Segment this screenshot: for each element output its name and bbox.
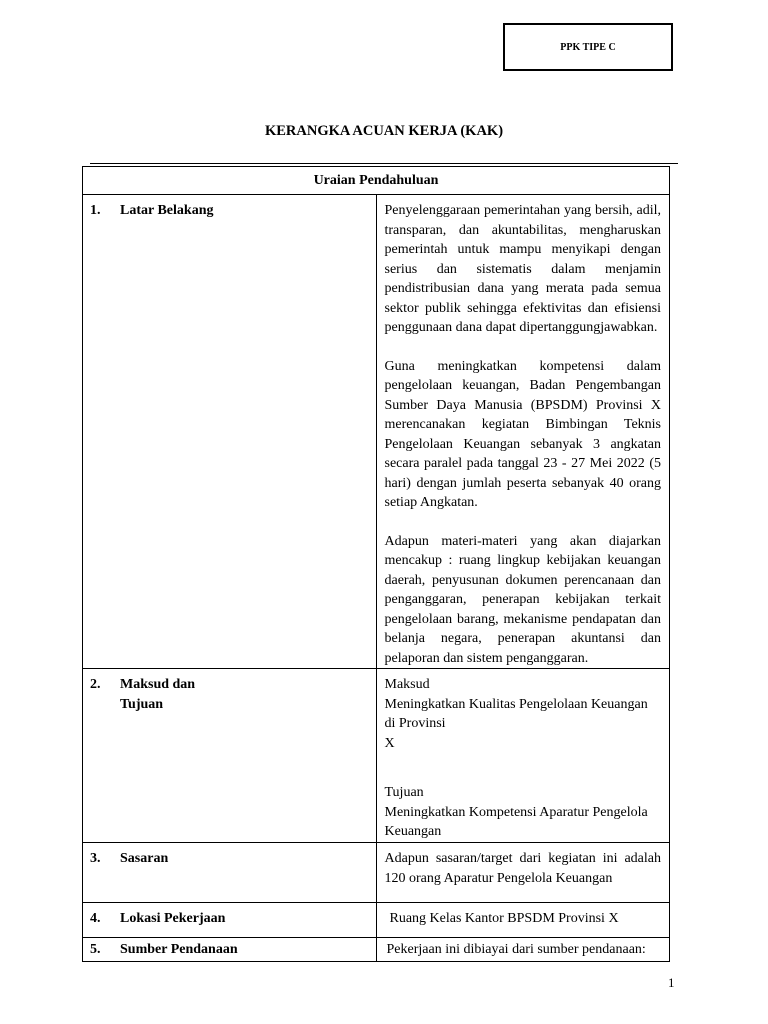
title-divider xyxy=(90,163,678,164)
row-label-cell xyxy=(83,195,377,669)
document-type-label: PPK TIPE C xyxy=(560,41,616,53)
row-label-line-1: Maksud dan xyxy=(120,677,196,692)
row-label-cell xyxy=(83,669,377,843)
table-row xyxy=(83,195,670,669)
row-label: Lokasi Pekerjaan xyxy=(120,911,226,926)
table-row xyxy=(83,843,670,903)
kak-table xyxy=(82,166,670,962)
page-number: 1 xyxy=(668,975,675,990)
latar-belakang-paragraph-3: Adapun materi-materi yang akan diajarkan mencakup : ruang lingkup kebijakan keuangan daerah, penyusunan dokumen perencanaan dan penganggaran, penerapan kebijakan terkait pengelolaan barang, mekanisme pendapatan dan belanja negara, penerapan akuntansi dan pelaporan dan sistem penganggaran. xyxy=(384,533,661,666)
latar-belakang-paragraph-1: Penyelenggaraan pemerintahan yang bersih, adil, transparan, dan akuntabilitas, mengharuskan pemerintah untuk mampu menyikapi dengan serius dan sistematis dalam menjamin pendistribusian dana yang merata pada semua sektor publik sehingga efektivitas dan efisiensi penggunaan dana dapat dipertanggungjawabkan. xyxy=(384,203,661,335)
row-number: 5. xyxy=(90,942,101,957)
row-content-cell xyxy=(376,195,670,669)
row-content-cell xyxy=(376,903,670,938)
table-row xyxy=(83,669,670,843)
row-label: Latar Belakang xyxy=(120,203,214,218)
row-content-cell xyxy=(376,669,670,843)
row-content-cell xyxy=(376,843,670,903)
document-title: KERANGKA ACUAN KERJA (KAK) xyxy=(264,123,504,139)
table-heading: Uraian Pendahuluan xyxy=(83,167,670,195)
table-header-row xyxy=(83,167,670,195)
tujuan-text: Meningkatkan Kompetensi Aparatur Pengelola Keuangan xyxy=(384,804,648,839)
row-number: 1. xyxy=(90,203,101,218)
row-label: Sumber Pendanaan xyxy=(120,942,238,957)
row-label-line-2: Tujuan xyxy=(120,696,164,712)
table-row xyxy=(83,903,670,938)
lokasi-text: Ruang Kelas Kantor BPSDM Provinsi X xyxy=(389,911,619,926)
maksud-title: Maksud xyxy=(384,677,430,692)
row-number: 3. xyxy=(90,851,101,866)
maksud-text-line-1: Meningkatkan Kualitas Pengelolaan Keuangan di Provinsi xyxy=(384,696,648,731)
row-number: 2. xyxy=(90,677,101,692)
sasaran-text: Adapun sasaran/target dari kegiatan ini adalah 120 orang Aparatur Pengelola Keuangan xyxy=(384,851,661,886)
table-row xyxy=(83,938,670,962)
sumber-pendanaan-text: Pekerjaan ini dibiayai dari sumber pendanaan: xyxy=(386,942,646,957)
tujuan-title: Tujuan xyxy=(384,785,424,800)
row-label-cell xyxy=(83,938,377,962)
row-number: 4. xyxy=(90,911,101,926)
row-label-cell xyxy=(83,843,377,903)
row-label: Sasaran xyxy=(120,851,169,866)
latar-belakang-paragraph-2: Guna meningkatkan kompetensi dalam pengelolaan keuangan, Badan Pengembangan Sumber Daya Manusia (BPSDM) Provinsi X merencanakan kegiatan Bimbingan Teknis Pengelolaan Keuangan sebanyak 3 angkatan secara paralel pada tanggal 23 - 27 Mei 2022 (5 hari) dengan jumlah peserta sebanyak 40 orang setiap Angkatan. xyxy=(384,358,661,510)
maksud-text-line-2: X xyxy=(384,735,395,751)
row-content-cell xyxy=(376,938,670,962)
row-label-cell xyxy=(83,903,377,938)
document-type-box xyxy=(503,23,673,71)
